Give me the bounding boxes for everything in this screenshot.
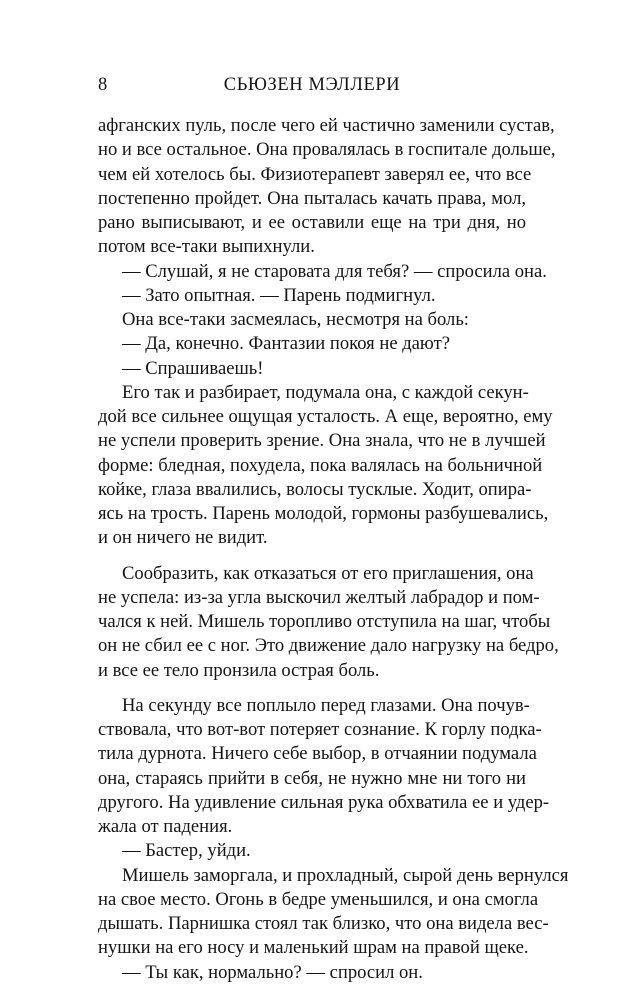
text-line: нушки на его носу и маленький шрам на правой щеке. [98,937,529,959]
text-line: на свое место. Огонь в бедре уменьшился, и она смогла [98,888,539,910]
text-line: Она все-таки засмеялась, несмотря на боль: [122,309,469,330]
text-line: — Ты как, нормально? — спросил он. [122,961,423,983]
running-head-author: СЬЮЗЕН МЭЛЛЕРИ [223,75,401,95]
text-line: Его так и разбирает, подумала она, с каждой секун- [122,381,529,403]
body-text [98,114,569,985]
text-line: афганских пуль, после чего ей частично заменили сустав, [98,115,555,136]
text-line: форме: бледная, похудела, пока валялась на больничной [98,454,543,476]
text-line: жала от падения. [98,816,233,837]
text-line: На секунду все поплыло перед глазами. Она почув- [122,694,530,716]
paragraph-gap [98,683,526,694]
text-line: рано выписывают, и ее оставили еще на три дня, но [98,212,526,233]
text-line: ствовала, что вот-вот потеряет сознание. К горлу подка- [98,719,542,740]
text-line: Сообразить, как отказаться от его приглашения, она [122,562,534,584]
text-line: — Слушай, я не старовата для тебя? — спросила она. [122,260,547,282]
text-line: потом все-таки выпихнули. [98,236,315,258]
text-line: но и все остальное. Она провалялась в госпитале дольше, [98,139,556,161]
text-line: не успела: из-за угла выскочил желтый лабрадор и пом- [98,586,540,608]
text-line: не успели проверить зрение. Она знала, что не в лучшей [98,430,546,452]
text-line: она, стараясь прийти в себя, не нужно мне ни того ни [98,767,526,789]
text-line: — Да, конечно. Фантазии покоя не дают? [122,333,450,355]
text-line: он не сбил ее с ног. Это движение дало нагрузку на бедро, [98,635,559,657]
text-line: койке, глаза ввалились, волосы тусклые. Ходит, опира- [98,478,532,500]
text-line: дой все сильнее ощущая усталость. А еще, вероятно, ему [98,406,553,427]
page-header [98,72,526,98]
paragraph-gap [98,551,526,562]
text-line: — Зато опытная. — Парень подмигнул. [122,284,436,306]
text-line: чем ей хотелось бы. Физиотерапевт заверял ее, что все [98,163,532,185]
text-line: чался к ней. Мишель торопливо отступила на шаг, чтобы [98,611,551,632]
text-line: — Спрашиваешь! [122,357,264,379]
page-number: 8 [98,75,108,95]
text-line: и он ничего не видит. [98,527,268,549]
text-line: и все ее тело пронзила острая боль. [98,659,380,681]
text-line: Мишель заморгала, и прохладный, сырой день вернулся [122,864,569,886]
text-line: ясь на трость. Парень молодой, гормоны разбушевались, [98,503,549,524]
text-line: дышать. Парнишка стоял так близко, что она видела вес- [98,913,549,934]
text-line: тила дурнота. Ничего себе выбор, в отчаянии подумала [98,743,537,765]
text-line: — Бастер, уйди. [122,840,251,862]
text-line: другого. На удивление сильная рука обхватила ее и удер- [98,791,550,813]
text-line: постепенно пройдет. Она пыталась качать права, мол, [98,187,526,209]
